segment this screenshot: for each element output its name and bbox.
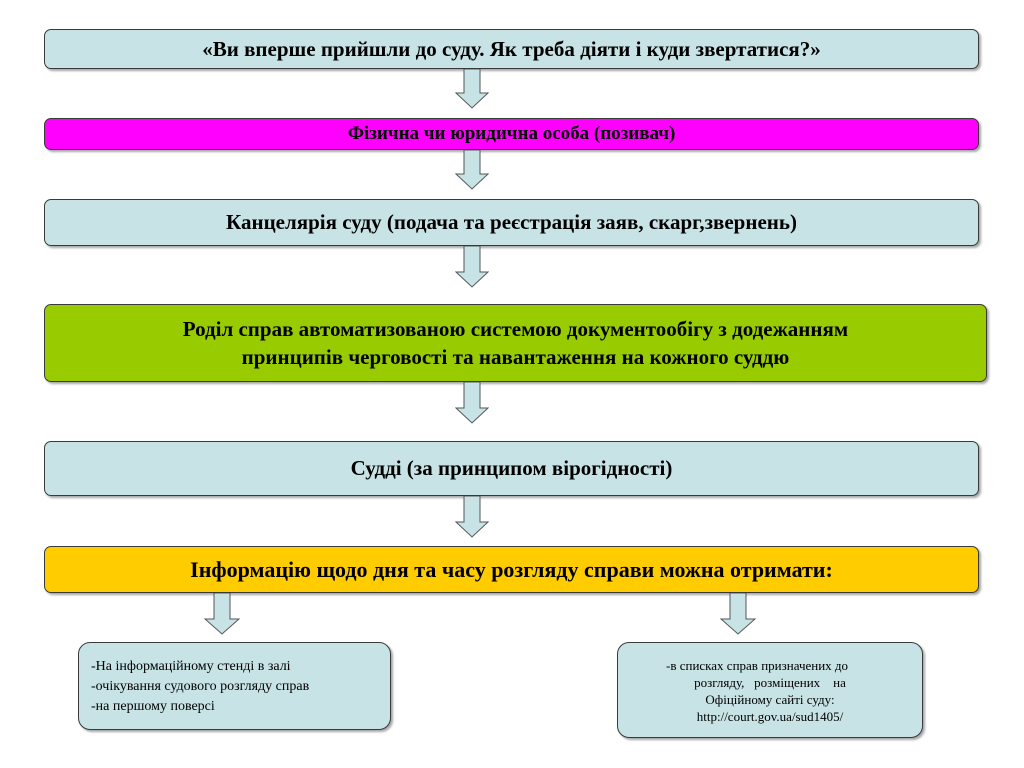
down-arrow-icon [204,593,240,635]
flow-step-case-distribution-line1: Роділ справ автоматизованою системою документообігу з додежанням [182,317,849,341]
info-box-stand-line1: -На інформаційному стенді в залі [91,659,291,674]
flow-step-plaintiff-text: Фізична чи юридична особа (позивач) [347,123,676,144]
flow-step-judges [44,441,979,496]
info-box-stand [78,642,391,730]
flow-step-case-distribution-line2: принципів черговості та навантаження на кожного суддю [241,345,790,369]
flow-step-judges-text: Судді (за принципом вірогідності) [350,456,673,480]
flow-step-first-visit-question [44,29,979,69]
down-arrow-icon [455,382,489,424]
flow-step-court-office [44,199,979,246]
info-box-website-line2: розгляду, розміщених на [694,675,846,690]
flow-step-case-distribution [44,304,987,382]
info-box-website-line1: -в списках справ призначених до [666,658,849,673]
down-arrow-icon [720,593,756,635]
info-box-website-url: http://court.gov.ua/sud1405/ [696,709,844,724]
down-arrow-icon [455,69,489,109]
flow-step-plaintiff [44,118,979,150]
down-arrow-icon [455,150,489,190]
flow-step-hearing-info-text: Інформацію щодо дня та часу розгляду справи можна отримати: [190,556,833,582]
down-arrow-icon [455,496,489,538]
flow-step-hearing-info [44,546,979,593]
flow-step-first-visit-question-text: «Ви вперше прийшли до суду. Як треба діяти і куди звертатися?» [202,36,821,61]
down-arrow-icon [455,246,489,288]
info-box-stand-line2: -очікування судового розгляду справ [91,679,310,694]
info-box-stand-line3: -на першому поверсі [91,699,215,714]
info-box-website-line3: Офіційному сайті суду: [705,692,835,707]
flow-step-court-office-text: Канцелярія суду (подача та реєстрація заяв, скарг,звернень) [226,210,797,234]
info-box-website [617,642,923,738]
